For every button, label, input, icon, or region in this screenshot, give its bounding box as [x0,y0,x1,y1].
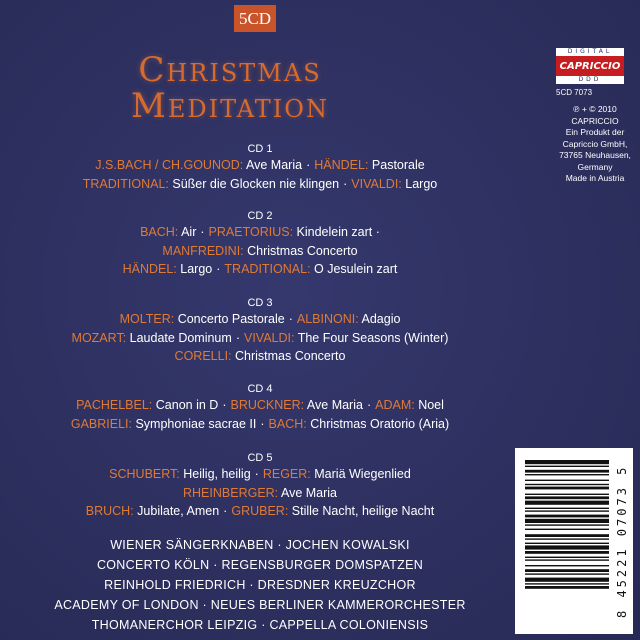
logo-bottom-strip: DDD [556,76,624,84]
work-title: The Four Seasons (Winter) [297,330,449,345]
composer-name: HÄNDEL: [314,158,369,172]
cd-header: CD 4 [247,383,273,395]
performer-line: WIENER SÄNGERKNABEN · JOCHEN KOWALSKI [110,538,410,552]
cd-header: CD 1 [247,143,273,155]
work-title: Ave Maria [280,485,337,500]
separator-dot: · [288,312,293,326]
track-line [0,398,520,412]
composer-name: PRAETORIUS: [208,225,294,239]
performer-line: CONCERTO KÖLN · REGENSBURGER DOMSPATZEN [96,558,424,572]
imprint-line: 73765 Neuhausen, [559,150,631,160]
composer-name: BRUCH: [85,504,134,518]
work-title: Jubilate, Amen [137,504,220,518]
work-title: Christmas Concerto [247,243,358,258]
work-title: Air [181,225,197,239]
label-imprint [556,104,634,185]
imprint-line: CAPRICCIO [571,115,619,126]
barcode-number: 8 45221 07073 5 [615,464,629,618]
work-title: Stille Nacht, heilige Nacht [291,504,435,518]
composer-name: BACH: [268,416,307,431]
separator-dot: · [343,176,348,191]
work-title: Heilig, heilig [183,467,251,481]
work-title: Noel [418,398,444,412]
composer-name: ADAM: [375,398,415,412]
track-line [0,158,520,172]
cd-header: CD 3 [247,297,273,309]
work-title: Ave Maria [306,398,363,412]
composer-name: TRADITIONAL: [224,262,311,276]
composer-name: REGER: [262,467,311,481]
capriccio-logo [556,48,624,84]
composer-name: BRUCKNER: [230,398,305,412]
imprint-line: ℗ + © 2010 [573,104,617,114]
separator-dot: · [222,398,227,412]
work-title: Christmas Oratorio (Aria) [310,416,450,431]
track-line [0,504,520,518]
composer-name: MOLTER: [119,312,175,326]
album-title-line-1: Christmas [138,50,322,90]
imprint-line: Germany [577,161,613,172]
composer-name: TRADITIONAL: [82,176,169,191]
track-line [0,331,520,345]
separator-dot: · [235,330,240,345]
logo-top-strip: DIGITAL [556,48,624,56]
composer-name: MANFREDINI: [162,243,244,258]
track-line [0,312,520,326]
cd-header: CD 2 [247,210,273,222]
composer-name: VIVALDI: [351,176,402,191]
composer-name: ALBINONI: [296,312,359,326]
composer-name: GABRIELI: [70,416,132,431]
separator-dot: · [306,158,311,172]
track-line [0,486,520,500]
catalog-number: 5CD 7073 [556,88,593,97]
composer-name: PACHELBEL: [76,398,153,412]
work-title: Symphoniae sacrae II [135,416,257,431]
work-title: Ave Maria [246,158,303,172]
track-line [0,467,520,481]
barcode [515,448,633,634]
track-line [0,225,520,239]
track-line [0,244,520,258]
work-title: Concerto Pastorale [177,312,285,326]
track-line [0,417,520,431]
performer-line: ACADEMY OF LONDON · NEUES BERLINER KAMMERORCHESTER [54,598,466,612]
cd-header: CD 5 [247,452,273,464]
album-title-line-2: Meditation [131,86,329,126]
composer-name: BACH: [140,225,179,239]
imprint-line: Made in Austria [565,173,625,183]
performer-line: REINHOLD FRIEDRICH · DRESDNER KREUZCHOR [104,578,416,592]
imprint-line: Capriccio GmbH, [562,138,628,149]
composer-name: CORELLI: [174,349,232,363]
work-title: Adagio [361,312,401,326]
composer-name: RHEINBERGER: [183,485,279,500]
work-title: Largo [405,176,438,191]
separator-dot: · [254,467,259,481]
work-title: Christmas Concerto [235,349,346,363]
composer-name: GRUBER: [231,504,289,518]
work-title: Pastorale [371,158,425,172]
separator-dot: · [366,398,372,412]
work-title: Laudate Dominum [129,330,232,345]
track-line [0,177,520,191]
separator-dot: · [260,416,265,431]
separator-dot: · [216,262,221,276]
separator-dot: · [223,504,228,518]
work-title: Canon in D [155,398,219,412]
work-title: Mariä Wiegenlied [314,467,411,481]
imprint-line: Ein Produkt der [565,127,625,137]
composer-name: J.S.BACH / CH.GOUNOD: [95,158,244,172]
work-title: Kindelein zart · [296,225,380,239]
work-title: Largo [180,262,213,276]
disc-count-badge: 5CD [234,5,276,32]
track-line [0,262,520,276]
work-title: O Jesulein zart [314,262,398,276]
track-line [0,349,520,363]
performer-line: THOMANERCHOR LEIPZIG · CAPPELLA COLONIENSIS [91,618,429,632]
composer-name: VIVALDI: [243,330,295,345]
work-title: Süßer die Glocken nie klingen [172,176,340,191]
separator-dot: · [200,225,205,239]
logo-wordmark: CAPRICCIO [556,56,624,76]
composer-name: SCHUBERT: [109,467,180,481]
barcode-bars [525,460,611,626]
composer-name: MOZART: [71,330,127,345]
composer-name: HÄNDEL: [122,262,177,276]
